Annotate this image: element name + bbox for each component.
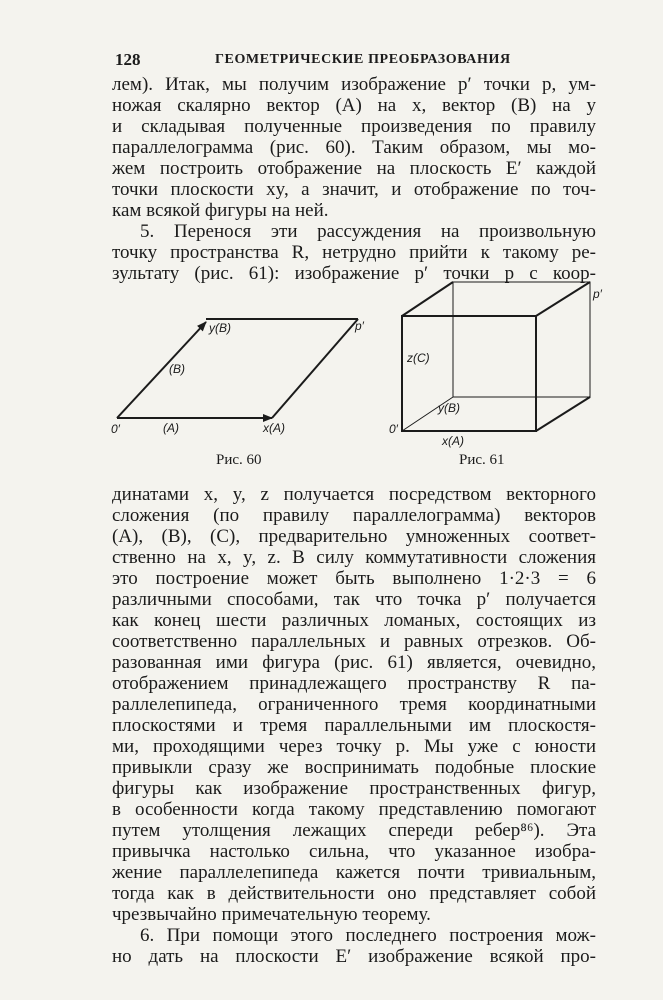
text-line: зультату (рис. 61): изображение p′ точки p с коор- xyxy=(112,263,596,284)
fig60-vector-b-label: (B) xyxy=(169,362,185,376)
text-line: ножая скалярно вектор (A) на x, вектор (B) на y xyxy=(112,95,596,116)
figure-61 xyxy=(389,282,603,448)
text-line: жем построить отображение на плоскость E′ каждой xyxy=(112,158,596,179)
text-line: тогда как в действительности оно представляет собой xyxy=(112,883,596,904)
fig60-vector-a-label: (A) xyxy=(163,421,179,435)
figure-60 xyxy=(111,319,365,436)
running-title: ГЕОМЕТРИЧЕСКИЕ ПРЕОБРАЗОВАНИЯ xyxy=(215,52,511,67)
fig60-p-prime-label: p′ xyxy=(355,319,364,333)
text-line: это построение может быть выполнено 1·2·3 = 6 xyxy=(112,568,596,589)
fig61-y-b-label: y(B) xyxy=(438,401,460,415)
top-text-block xyxy=(112,74,596,284)
text-line: и складывая полученные произведения по правилу xyxy=(112,116,596,137)
fig61-z-c-label: z(C) xyxy=(407,351,430,365)
text-line: лем). Итак, мы получим изображение p′ точки p, ум- xyxy=(112,74,596,95)
front-face xyxy=(402,316,536,431)
text-line: отображением принадлежащего пространству R па- xyxy=(112,673,596,694)
text-line: (A), (B), (C), предварительно умноженных соответ- xyxy=(112,526,596,547)
text-line: кам всякой фигуры на ней. xyxy=(112,200,329,221)
fig61-origin-label: 0′ xyxy=(389,422,398,436)
fig60-origin-label: 0′ xyxy=(111,422,120,436)
fig61-p-prime-label: p′ xyxy=(593,287,602,301)
text-line: сложения (по правилу параллелограмма) векторов xyxy=(112,505,596,526)
fig60-x-a-label: x(A) xyxy=(263,421,285,435)
vector-b-arrow xyxy=(117,322,206,418)
text-line: различными способами, так что точка p′ получается xyxy=(112,589,596,610)
edge-top-right xyxy=(536,282,590,316)
text-line: в особенности когда такому представлению помогают xyxy=(112,799,596,820)
text-line: жение параллелепипеда кажется почти тривиальным, xyxy=(112,862,596,883)
figure-61-caption: Рис. 61 xyxy=(459,452,505,468)
text-line: как конец шести различных ломаных, состоящих из xyxy=(112,610,596,631)
text-line: точку пространства R, нетрудно прийти к такому ре- xyxy=(112,242,596,263)
text-line: соответственно параллельных и равных отрезков. Об- xyxy=(112,631,596,652)
figures-svg xyxy=(105,270,605,480)
edge-bottom-right xyxy=(536,397,590,431)
text-line: но дать на плоскости E′ изображение всякой про- xyxy=(112,946,596,967)
text-line: раллелепипеда, ограниченного тремя координатными xyxy=(112,694,596,715)
parallelogram-right-edge xyxy=(272,319,358,418)
back-face xyxy=(453,282,590,397)
figures xyxy=(105,270,605,480)
text-line: ми, проходящими через точку p. Мы уже с юности xyxy=(112,736,596,757)
text-line: привычка настолько сильна, что указанное изобра- xyxy=(112,841,596,862)
figure-60-caption: Рис. 60 xyxy=(216,452,262,468)
text-line: путем утолщения лежащих спереди ребер⁸⁶). Эта xyxy=(112,820,596,841)
edge-top-left xyxy=(402,282,453,316)
text-line: фигуры как изображение пространственных фигур, xyxy=(112,778,596,799)
text-line: привыкли сразу же воспринимать подобные плоские xyxy=(112,757,596,778)
fig61-x-a-label: x(A) xyxy=(442,434,464,448)
text-line: 6. При помощи этого последнего построения мож- xyxy=(140,925,596,946)
text-line: 5. Перенося эти рассуждения на произвольную xyxy=(140,221,596,242)
text-line: точки плоскости xy, а значит, и отображение по точ- xyxy=(112,179,596,200)
text-line: ственно на x, y, z. В силу коммутативности сложения xyxy=(112,547,596,568)
bottom-text-block xyxy=(112,484,596,967)
text-line: чрезвычайно примечательную теорему. xyxy=(112,904,431,925)
text-line: динатами x, y, z получается посредством векторного xyxy=(112,484,596,505)
text-line: плоскостями и тремя параллельными им плоскостя- xyxy=(112,715,596,736)
text-line: разованная ими фигура (рис. 61) является, очевидно, xyxy=(112,652,596,673)
text-line: параллелограмма (рис. 60). Таким образом, мы мо- xyxy=(112,137,596,158)
page-number: 128 xyxy=(115,50,141,69)
fig60-y-b-label: y(B) xyxy=(209,321,231,335)
